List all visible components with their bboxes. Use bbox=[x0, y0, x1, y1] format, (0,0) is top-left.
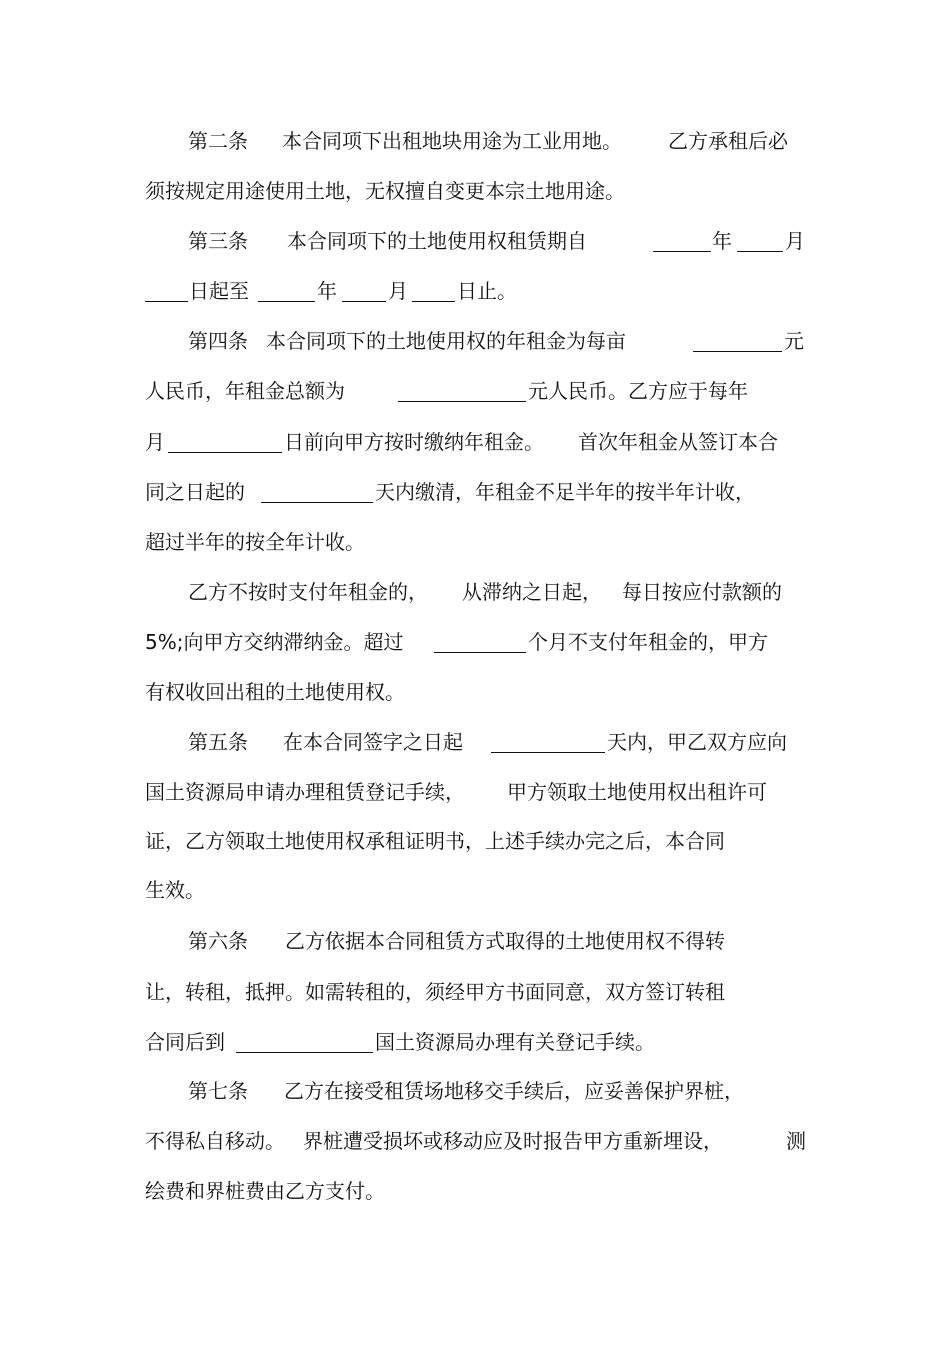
late-payment-text-2: 从滞纳之日起， bbox=[462, 580, 602, 604]
month-label-2: 月 bbox=[145, 430, 165, 454]
article-5-text: 在本合同签字之日起 bbox=[283, 730, 463, 754]
blank-months-unpaid bbox=[434, 634, 526, 653]
end-year-label: 年 bbox=[317, 279, 337, 303]
article-5-line-4: 生效。 bbox=[145, 878, 205, 902]
article-7-line-3: 绘费和界桩费由乙方支付。 bbox=[145, 1179, 385, 1203]
article-6-line-3: 合同后到 bbox=[145, 1030, 225, 1054]
article-5-line-3: 证，乙方领取土地使用权承租证明书，上述手续办完之后，本合同 bbox=[145, 829, 725, 853]
article-2-heading: 第二条 bbox=[188, 129, 248, 153]
article-7-heading: 第七条 bbox=[188, 1079, 248, 1103]
yuan-label: 元 bbox=[784, 329, 804, 353]
article-7-text: 乙方在接受租赁场地移交手续后，应妥善保护界桩， bbox=[284, 1079, 744, 1103]
late-fee-text: 5%;向甲方交纳滞纳金。超过 bbox=[145, 630, 404, 654]
blank-rent-per-mu bbox=[693, 333, 782, 352]
end-day-label: 日止。 bbox=[457, 279, 517, 303]
article-7-line-2-cont: 界桩遭受损坏或移动应及时报告甲方重新埋设， bbox=[303, 1129, 723, 1153]
blank-end-year bbox=[258, 283, 315, 302]
article-2-line-2: 须按规定用途使用土地，无权擅自变更本宗土地用途。 bbox=[145, 179, 625, 203]
blank-start-day bbox=[145, 283, 188, 302]
article-3-heading: 第三条 bbox=[188, 229, 248, 253]
year-label: 年 bbox=[712, 229, 732, 253]
article-5-heading: 第五条 bbox=[188, 730, 248, 754]
article-4-line-2-cont: 元人民币。乙方应于每年 bbox=[528, 379, 748, 403]
article-7-line-2: 不得私自移动。 bbox=[145, 1129, 285, 1153]
blank-payment-date bbox=[168, 434, 282, 453]
article-6-text: 乙方依据本合同租赁方式取得的土地使用权不得转 bbox=[285, 929, 725, 953]
blank-land-bureau bbox=[236, 1034, 373, 1053]
article-5-line-2-cont: 甲方领取土地使用权出租许可 bbox=[507, 780, 767, 804]
blank-end-month bbox=[342, 283, 386, 302]
late-fee-text-cont: 个月不支付年租金的，甲方 bbox=[528, 630, 768, 654]
article-6-line-3-cont: 国土资源局办理有关登记手续。 bbox=[375, 1030, 655, 1054]
blank-registration-days bbox=[491, 734, 605, 753]
article-4-line-5: 超过半年的按全年计收。 bbox=[145, 530, 365, 554]
article-4-line-2: 人民币，年租金总额为 bbox=[145, 379, 345, 403]
late-payment-text: 乙方不按时支付年租金的， bbox=[188, 580, 428, 604]
article-4-line-3: 日前向甲方按时缴纳年租金。 bbox=[284, 430, 544, 454]
start-day-label: 日起至 bbox=[189, 279, 249, 303]
article-5-line-2: 国土资源局申请办理租赁登记手续， bbox=[145, 780, 465, 804]
article-4-text: 本合同项下的土地使用权的年租金为每亩 bbox=[266, 329, 626, 353]
article-4-line-4-cont: 天内缴清，年租金不足半年的按半年计收， bbox=[375, 480, 755, 504]
revoke-right-text: 有权收回出租的土地使用权。 bbox=[145, 680, 405, 704]
article-4-line-4: 同之日起的 bbox=[145, 480, 245, 504]
article-6-heading: 第六条 bbox=[188, 929, 248, 953]
month-label: 月 bbox=[785, 229, 805, 253]
article-2-text-cont: 乙方承租后必 bbox=[668, 129, 788, 153]
blank-end-day bbox=[412, 283, 455, 302]
article-2-text: 本合同项下出租地块用途为工业用地。 bbox=[282, 129, 622, 153]
article-4-heading: 第四条 bbox=[188, 329, 248, 353]
article-5-text-cont: 天内，甲乙双方应向 bbox=[607, 730, 787, 754]
blank-annual-rent-total bbox=[398, 383, 526, 402]
article-7-line-2-end: 测 bbox=[786, 1129, 806, 1153]
article-4-line-3-cont: 首次年租金从签订本合 bbox=[578, 430, 778, 454]
article-3-text: 本合同项下的土地使用权租赁期自 bbox=[287, 229, 587, 253]
blank-days-to-pay bbox=[261, 484, 373, 503]
end-month-label: 月 bbox=[388, 279, 408, 303]
article-6-line-2: 让，转租，抵押。如需转租的，须经甲方书面同意，双方签订转租 bbox=[145, 980, 725, 1004]
blank-start-year bbox=[653, 233, 711, 252]
late-payment-text-3: 每日按应付款额的 bbox=[622, 580, 782, 604]
blank-start-month bbox=[737, 233, 783, 252]
